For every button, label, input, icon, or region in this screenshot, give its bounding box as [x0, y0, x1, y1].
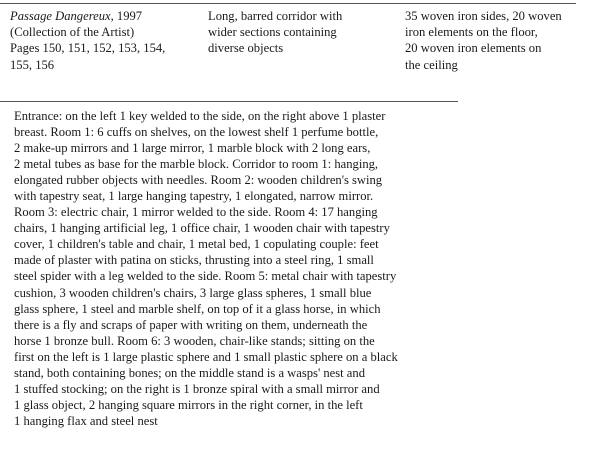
materials-line: the ceiling	[405, 57, 458, 72]
paragraph-line: 1 stuffed stocking; on the right is 1 bronze spiral with a small mirror and	[14, 381, 380, 396]
paragraph-line: 1 glass object, 2 hanging square mirrors in the right corner, in the left	[14, 397, 363, 412]
work-description-column	[208, 8, 388, 57]
materials-line: iron elements on the floor,	[405, 25, 538, 40]
work-pages-continued: 155, 156	[10, 57, 55, 72]
paragraph-line: 1 hanging flax and steel nest	[14, 413, 158, 428]
room-contents-paragraph	[14, 108, 484, 429]
work-year: , 1997	[110, 9, 143, 23]
work-title: Passage Dangereux	[10, 9, 111, 23]
work-info-column	[10, 8, 200, 73]
paragraph-line: elongated rubber objects with needles. Room 2: wooden children's swing	[14, 173, 383, 188]
paragraph-line: first on the left is 1 large plastic sphere and 1 small plastic sphere on a black	[14, 349, 398, 364]
description-line: diverse objects	[208, 41, 284, 56]
paragraph-line: cushion, 3 wooden children's chairs, 3 large glass spheres, 1 small blue	[14, 285, 372, 300]
work-title-line	[10, 8, 200, 24]
paragraph-line: Room 3: electric chair, 1 mirror welded to the side. Room 4: 17 hanging	[14, 205, 378, 220]
paragraph-line: there is a fly and scraps of paper with writing on them, underneath the	[14, 317, 368, 332]
description-line: wider sections containing	[208, 25, 337, 40]
paragraph-line: 2 make-up mirrors and 1 large mirror, 1 marble block with 2 long ears,	[14, 141, 371, 156]
paragraph-line: breast. Room 1: 6 cuffs on shelves, on the lowest shelf 1 perfume bottle,	[14, 125, 379, 140]
materials-line: 20 woven iron elements on	[405, 41, 542, 56]
work-collection: (Collection of the Artist)	[10, 25, 135, 40]
paragraph-line: glass sphere, 1 steel and marble shelf, on top of it a glass horse, in which	[14, 301, 381, 316]
work-pages: Pages 150, 151, 152, 153, 154,	[10, 41, 166, 56]
paragraph-line: Entrance: on the left 1 key welded to the side, on the right above 1 plaster	[14, 109, 386, 123]
paragraph-line: steel spider with a leg welded to the side. Room 5: metal chair with tapestry	[14, 269, 397, 284]
paragraph-line: 2 metal tubes as base for the marble block. Corridor to room 1: hanging,	[14, 157, 379, 172]
description-line: Long, barred corridor with	[208, 9, 343, 23]
paragraph-line: cover, 1 children's table and chair, 1 metal bed, 1 copulating couple: feet	[14, 237, 379, 252]
paragraph-line: chairs, 1 hanging artificial leg, 1 office chair, 1 wooden chair with tapestry	[14, 221, 390, 236]
paragraph-line: with tapestry seat, 1 large hanging tapestry, 1 elongated, narrow mirror.	[14, 189, 374, 204]
paragraph-line: stand, both containing bones; on the middle stand is a wasps' nest and	[14, 365, 365, 380]
materials-line: 35 woven iron sides, 20 woven	[405, 9, 562, 23]
work-materials-column	[405, 8, 595, 73]
section-divider	[0, 101, 458, 102]
paragraph-line: made of plaster with patina on sticks, thrusting into a steel ring, 1 small	[14, 253, 374, 268]
paragraph-line: horse 1 bronze bull. Room 6: 3 wooden, chair-like stands; sitting on the	[14, 333, 375, 348]
top-divider	[0, 3, 576, 4]
